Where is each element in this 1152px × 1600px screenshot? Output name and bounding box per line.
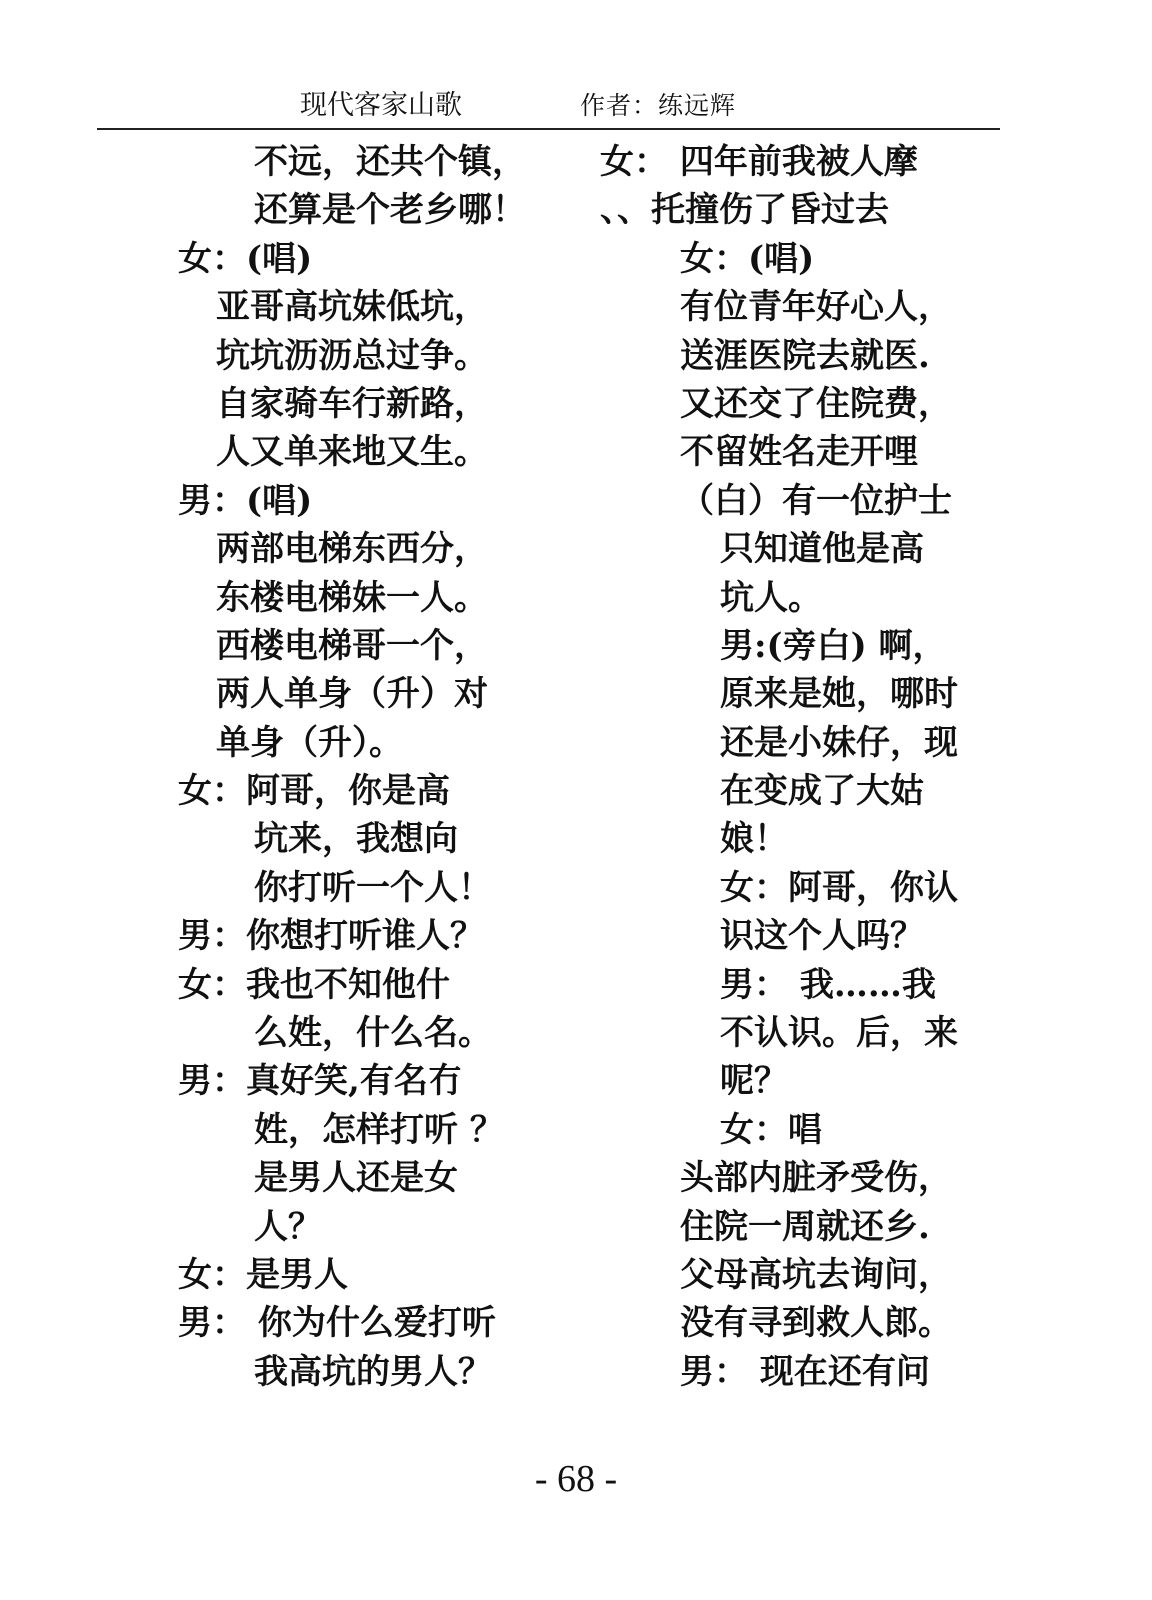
header-rule <box>97 128 1000 130</box>
right-column-line: 不认识。后，来 <box>720 1013 958 1054</box>
right-column-line: 女：唱 <box>720 1109 822 1150</box>
right-column-line: 、、托撞伤了昏过去 <box>600 190 889 231</box>
page-number: - 68 - <box>534 1458 618 1500</box>
right-column-line: 住院一周就还乡. <box>680 1206 930 1247</box>
right-column <box>600 138 1000 1396</box>
left-column-line: 亚哥高坑妹低坑， <box>216 287 488 328</box>
left-column-line: 你打听一个人！ <box>254 867 492 908</box>
left-column-line: 自家骑车行新路， <box>216 383 488 424</box>
left-column-line: 是男人还是女 <box>254 1158 458 1199</box>
left-column-line: 东楼电梯妹一人。 <box>216 577 488 618</box>
left-column-line: 单身（升）。 <box>216 722 403 763</box>
right-column-line: 有位青年好心人， <box>680 287 952 328</box>
right-column-line: 男： 现在还有问 <box>680 1351 930 1392</box>
left-column-line: 坑坑沥沥总过争。 <box>216 335 488 376</box>
author-line: 作者：练远辉 <box>580 91 737 120</box>
left-column-line: 男：真好笑,有名冇 <box>178 1061 462 1102</box>
left-column-line: 男：你想打听谁人？ <box>178 916 484 957</box>
left-column-line: 不远，还共个镇， <box>254 142 526 182</box>
left-column-line: 姓，怎样打听 ？ <box>254 1109 504 1150</box>
left-column-line: 坑来，我想向 <box>254 819 458 860</box>
left-column-line: 女：阿哥，你是高 <box>178 771 450 812</box>
right-column-line: 父母高坑去询问， <box>680 1254 952 1295</box>
right-column-line: 没有寻到救人郎。 <box>680 1303 952 1344</box>
left-column-line: 西楼电梯哥一个， <box>216 625 488 666</box>
right-column-line: 男:(旁白) 啊， <box>720 625 947 666</box>
right-column-line: 原来是她，哪时 <box>720 674 958 715</box>
right-column-line: 女：(唱) <box>680 238 815 279</box>
right-column-line: 在变成了大姑 <box>720 771 924 812</box>
page-header <box>0 88 1152 128</box>
right-column-line: 不留姓名走开哩 <box>680 432 918 473</box>
right-column-line: 女：阿哥，你认 <box>720 867 958 908</box>
book-title: 现代客家山歌 <box>300 90 462 121</box>
right-column-line: 娘！ <box>720 819 788 860</box>
left-column-line: 男：(唱) <box>178 480 313 521</box>
right-column-line: 送涯医院去就医. <box>680 335 930 376</box>
right-column-line: 又还交了住院费， <box>680 383 952 424</box>
left-column-line: 女：(唱) <box>178 238 313 279</box>
left-column-line: 两部电梯东西分， <box>216 529 488 570</box>
right-column-line: 呢？ <box>720 1061 788 1102</box>
left-column-line: 人又单来地又生。 <box>216 432 488 473</box>
right-column-line: 识这个人吗？ <box>720 916 924 957</box>
left-column-line: 两人单身（升）对 <box>216 674 488 715</box>
left-column-line: 女：是男人 <box>178 1254 348 1295</box>
right-column-line: 坑人。 <box>720 577 822 618</box>
left-column <box>178 138 598 1396</box>
left-column-line: 我高坑的男人？ <box>254 1351 492 1392</box>
left-column-line: 还算是个老乡哪！ <box>254 190 526 231</box>
left-column-line: 女：我也不知他什 <box>178 964 450 1005</box>
right-column-line: 女： 四年前我被人摩 <box>600 142 918 182</box>
right-column-line: 头部内脏矛受伤， <box>680 1158 952 1199</box>
right-column-line: （白）有一位护士 <box>680 480 952 521</box>
left-column-line: 人？ <box>254 1206 322 1247</box>
right-column-line: 男： 我……我 <box>720 964 936 1005</box>
left-column-line: 男： 你为什么爱打听 <box>178 1303 496 1344</box>
left-column-line: 么姓，什么名。 <box>254 1013 492 1054</box>
right-column-line: 还是小妹仔，现 <box>720 722 958 763</box>
right-column-line: 只知道他是高 <box>720 529 924 570</box>
